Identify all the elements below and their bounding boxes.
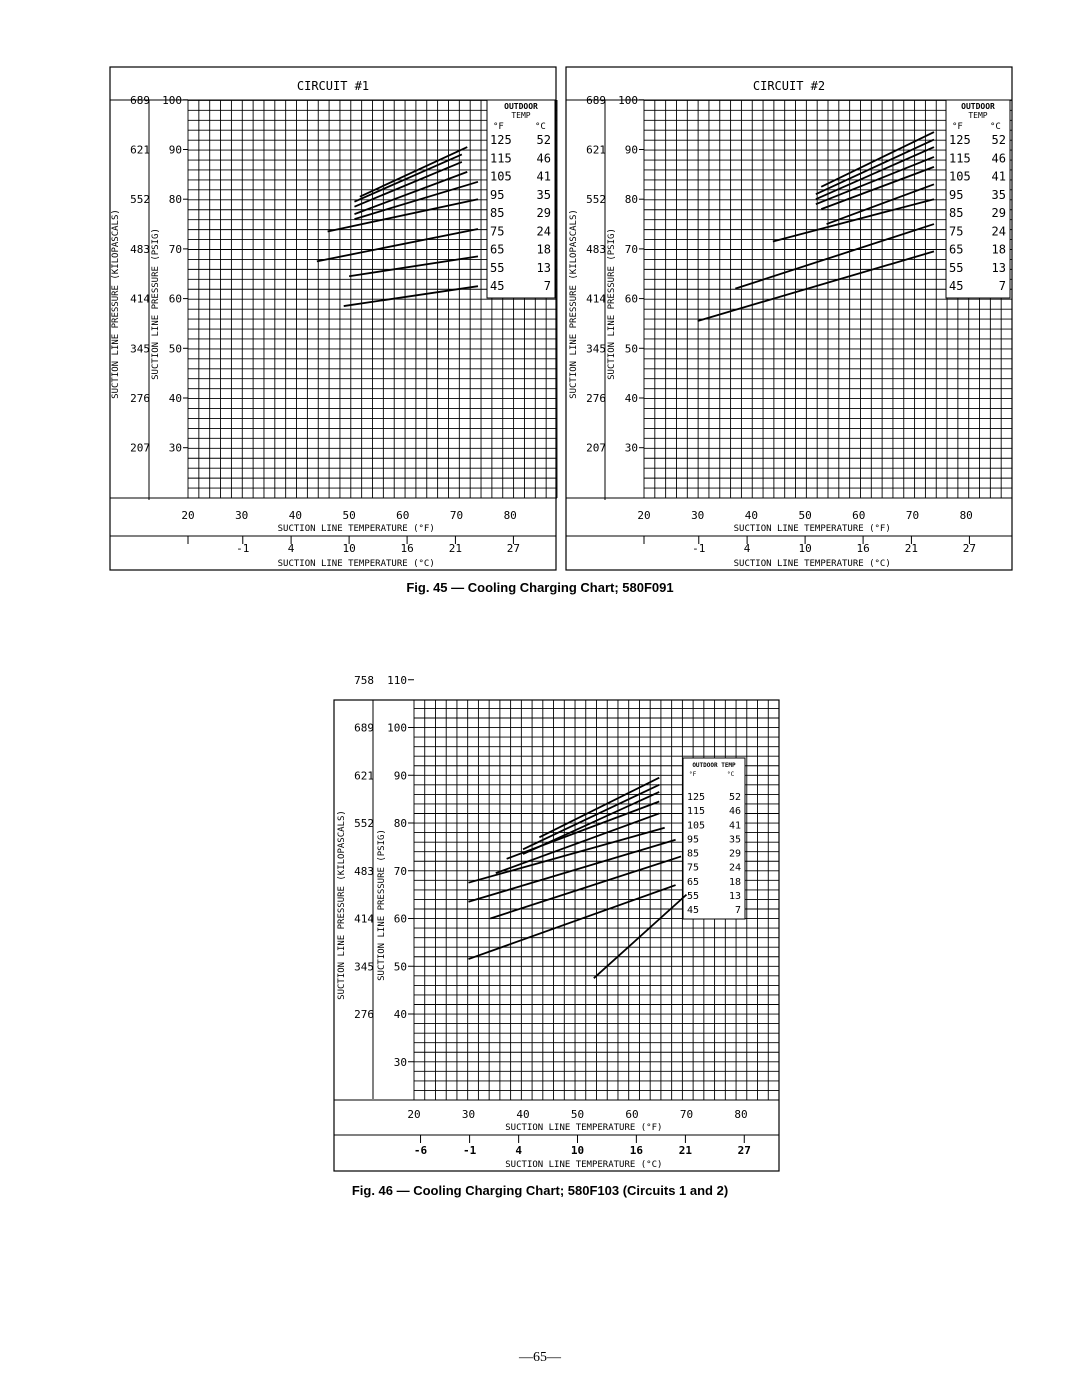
x-tick-label-c: 16 (400, 542, 414, 555)
y-axis-label-kpa: SUCTION LINE PRESSURE (KILOPASCALS) (337, 810, 347, 1000)
x-tick-label: 30 (235, 509, 249, 522)
y-tick-label-kpa: 621 (130, 143, 150, 157)
legend-entry-f: 55 (949, 260, 964, 275)
legend-entry-f: 45 (949, 279, 964, 293)
x-tick-label: 20 (637, 509, 651, 522)
y-tick-label: 30 (624, 441, 638, 455)
x-tick-label-c: 4 (743, 542, 751, 555)
y-tick-label: 80 (168, 193, 182, 207)
legend-entry-f: 115 (949, 151, 971, 166)
y-tick-label-kpa: 621 (354, 769, 374, 783)
x-tick-label: 20 (181, 509, 195, 522)
legend-unit-f: °F (952, 122, 963, 132)
legend-entry-c: 24 (991, 224, 1006, 239)
y-tick-label: 100 (387, 721, 407, 735)
y-tick-label: 60 (168, 292, 182, 306)
legend-entry-f: 75 (490, 224, 505, 239)
x-tick-label-c: 27 (506, 542, 521, 555)
legend-entry-f: 95 (687, 834, 700, 846)
legend-entry-f: 75 (687, 862, 700, 874)
x-tick-label-c: -1 (692, 542, 706, 555)
y-tick-label: 90 (624, 143, 638, 157)
chart-frame (566, 67, 1012, 570)
y-tick-label: 80 (624, 193, 638, 207)
legend-unit-c: °C (990, 122, 1001, 132)
legend-entry-c: 52 (728, 792, 741, 803)
y-tick-label-kpa: 689 (354, 721, 374, 735)
legend-entry-f: 55 (490, 260, 505, 275)
y-axis-label-kpa: SUCTION LINE PRESSURE (KILOPASCALS) (569, 209, 579, 399)
legend-entry-f: 95 (949, 187, 964, 202)
y-axis-label-psig: SUCTION LINE PRESSURE (PSIG) (151, 228, 161, 380)
legend-entry-f: 105 (490, 169, 512, 184)
legend-entry-f: 55 (687, 890, 700, 902)
y-tick-label-kpa: 345 (130, 342, 150, 356)
y-tick-label: 60 (393, 912, 407, 926)
legend-entry-f: 125 (490, 133, 512, 147)
x-tick-label-c: -1 (462, 1144, 477, 1157)
legend-entry-c: 7 (734, 905, 741, 916)
legend-unit-f: °F (493, 122, 504, 132)
x-tick-label-c: -6 (413, 1144, 428, 1157)
legend-entry-c: 46 (991, 151, 1006, 166)
y-tick-label-kpa: 483 (130, 242, 150, 256)
y-tick-label: 30 (168, 441, 182, 455)
legend-entry-c: 41 (991, 169, 1006, 184)
x-tick-label: 80 (503, 509, 517, 522)
x-tick-label: 80 (959, 509, 973, 522)
y-tick-label: 50 (624, 342, 638, 356)
legend-entry-c: 35 (536, 187, 551, 202)
legend-unit-f: °F (689, 771, 697, 778)
y-tick-label: 70 (393, 864, 407, 878)
legend-entry-c: 46 (728, 806, 741, 818)
x-tick-label-c: 16 (856, 542, 870, 555)
legend-entry-c: 52 (991, 133, 1006, 147)
y-tick-label: 90 (393, 769, 407, 783)
legend-entry-f: 125 (687, 792, 706, 803)
legend-entry-f: 85 (490, 206, 505, 220)
y-tick-label: 50 (168, 342, 182, 356)
x-tick-label-c: 27 (737, 1144, 751, 1157)
x-tick-label: 20 (407, 1108, 421, 1121)
legend-entry-f: 45 (490, 279, 505, 293)
y-tick-label-kpa: 276 (354, 1008, 374, 1021)
legend-entry-f: 75 (949, 224, 964, 239)
series-line (317, 229, 478, 261)
y-tick-label-kpa: 207 (586, 441, 606, 455)
legend-entry-c: 13 (536, 260, 551, 275)
x-tick-label: 30 (691, 509, 705, 522)
x-tick-label: 60 (852, 509, 866, 522)
x-tick-label-c: 21 (448, 542, 463, 555)
legend-entry-c: 24 (728, 862, 741, 874)
y-tick-label: 110 (387, 673, 407, 687)
legend-entry-c: 29 (991, 206, 1006, 220)
y-tick-label: 100 (618, 93, 638, 107)
x-tick-label-c: 10 (570, 1144, 585, 1157)
x-axis-label-f: SUCTION LINE TEMPERATURE (°F) (733, 524, 891, 534)
legend-entry-f: 65 (490, 242, 505, 257)
y-tick-label-kpa: 414 (354, 912, 374, 926)
legend-entry-c: 18 (728, 876, 741, 888)
legend-entry-c: 29 (536, 206, 551, 220)
x-tick-label: 60 (396, 509, 410, 522)
x-tick-label-c: 10 (798, 542, 812, 555)
legend-title: OUTDOOR TEMP (692, 762, 736, 769)
x-tick-label: 50 (798, 509, 812, 522)
y-tick-label: 100 (162, 93, 182, 107)
legend-entry-f: 65 (949, 242, 964, 257)
legend-entry-c: 18 (536, 242, 551, 257)
legend-title: TEMP (511, 111, 531, 120)
chart-title: CIRCUIT #1 (296, 79, 370, 93)
legend-entry-c: 41 (728, 820, 741, 832)
y-tick-label: 30 (393, 1055, 407, 1069)
legend-entry-f: 95 (490, 187, 505, 202)
series-line (496, 813, 660, 873)
chart-title: CIRCUIT #2 (752, 79, 826, 93)
x-axis-label-f: SUCTION LINE TEMPERATURE (°F) (505, 1123, 663, 1133)
y-tick-label-kpa: 689 (586, 93, 606, 107)
y-tick-label-kpa: 414 (586, 292, 606, 306)
x-tick-label: 40 (744, 509, 759, 522)
x-tick-label-c: 21 (678, 1144, 693, 1157)
y-tick-label-kpa: 345 (354, 960, 374, 974)
x-tick-label-c: 16 (629, 1144, 643, 1157)
legend-entry-c: 35 (728, 834, 741, 846)
y-tick-label-kpa: 276 (130, 392, 150, 405)
x-tick-label: 50 (570, 1108, 585, 1121)
legend-entry-f: 115 (687, 806, 706, 818)
legend-entry-c: 13 (991, 260, 1006, 275)
y-tick-label: 40 (624, 392, 638, 405)
x-tick-label-c: 21 (904, 542, 919, 555)
y-tick-label-kpa: 276 (586, 392, 606, 405)
series-line (816, 140, 934, 195)
legend-entry-c: 13 (728, 890, 741, 902)
y-tick-label-kpa: 552 (586, 193, 606, 207)
x-tick-label: 50 (342, 509, 356, 522)
y-tick-label-kpa: 345 (586, 342, 606, 356)
legend-entry-f: 65 (687, 876, 700, 888)
x-tick-label-c: 10 (342, 542, 356, 555)
y-tick-label: 70 (624, 242, 638, 256)
legend-entry-f: 125 (949, 133, 971, 147)
y-tick-label: 80 (393, 817, 407, 830)
legend-entry-c: 7 (543, 279, 551, 293)
legend-title: TEMP (968, 111, 988, 120)
legend-entry-c: 7 (998, 279, 1006, 293)
y-tick-label: 90 (168, 143, 182, 157)
y-tick-label-kpa: 483 (354, 864, 374, 878)
y-tick-label: 70 (168, 242, 182, 256)
series-line (773, 199, 934, 241)
y-tick-label-kpa: 483 (586, 242, 606, 256)
y-tick-label-kpa: 758 (354, 673, 374, 687)
legend-entry-c: 35 (991, 187, 1006, 202)
x-tick-label-c: 27 (962, 542, 977, 555)
x-tick-label: 40 (516, 1108, 530, 1121)
x-tick-label: 80 (734, 1108, 748, 1121)
y-tick-label-kpa: 689 (130, 93, 150, 107)
legend-entry-c: 24 (536, 224, 551, 239)
legend-entry-f: 85 (687, 848, 700, 860)
y-tick-label-kpa: 552 (130, 193, 150, 207)
legend-entry-c: 18 (991, 242, 1006, 257)
x-axis-label-c: SUCTION LINE TEMPERATURE (°C) (277, 559, 435, 569)
series-line (594, 895, 687, 979)
y-tick-label-kpa: 414 (130, 292, 150, 306)
legend-entry-c: 29 (728, 848, 741, 860)
x-tick-label: 70 (449, 509, 464, 522)
legend-unit-c: °C (535, 122, 546, 132)
legend-title: OUTDOOR (961, 102, 995, 111)
legend-entry-f: 105 (949, 169, 971, 184)
legend-entry-f: 115 (490, 151, 512, 166)
legend-title: OUTDOOR (504, 102, 538, 111)
y-tick-label: 60 (624, 292, 638, 306)
y-axis-label-psig: SUCTION LINE PRESSURE (PSIG) (607, 228, 617, 380)
x-axis-label-c: SUCTION LINE TEMPERATURE (°C) (733, 559, 891, 569)
x-tick-label-c: 4 (515, 1144, 522, 1157)
y-tick-label-kpa: 621 (586, 143, 606, 157)
legend-entry-c: 46 (536, 151, 551, 166)
x-tick-label: 30 (461, 1108, 476, 1121)
legend-entry-f: 85 (949, 206, 964, 220)
x-tick-label-c: -1 (236, 542, 250, 555)
legend-unit-c: °C (727, 771, 735, 778)
x-tick-label: 40 (288, 509, 303, 522)
x-axis-label-f: SUCTION LINE TEMPERATURE (°F) (277, 524, 435, 534)
series-line (354, 172, 467, 214)
legend-entry-c: 52 (536, 133, 551, 147)
y-tick-label-kpa: 552 (354, 817, 374, 830)
legend-entry-c: 41 (536, 169, 551, 184)
x-axis-label-c: SUCTION LINE TEMPERATURE (°C) (505, 1160, 663, 1170)
legend-entry-f: 45 (687, 905, 700, 916)
y-tick-label: 40 (168, 392, 182, 405)
figure-46-chart (0, 673, 1080, 1180)
legend-entry-f: 105 (687, 820, 706, 832)
x-tick-label: 70 (679, 1108, 694, 1121)
y-tick-label-kpa: 207 (130, 441, 150, 455)
page-number: —65— (519, 1350, 561, 1365)
x-tick-label-c: 4 (287, 542, 295, 555)
figure-45-charts (0, 0, 1080, 580)
figure-46-caption: Fig. 46 — Cooling Charging Chart; 580F103 (Circuits 1 and 2) (351, 1183, 729, 1198)
x-tick-label: 70 (905, 509, 920, 522)
y-tick-label: 50 (393, 960, 407, 974)
y-tick-label: 40 (393, 1008, 407, 1021)
x-tick-label: 60 (625, 1108, 639, 1121)
y-axis-label-psig: SUCTION LINE PRESSURE (PSIG) (377, 829, 387, 981)
figure-45-caption: Fig. 45 — Cooling Charging Chart; 580F091 (406, 580, 674, 595)
y-axis-label-kpa: SUCTION LINE PRESSURE (KILOPASCALS) (111, 209, 121, 399)
